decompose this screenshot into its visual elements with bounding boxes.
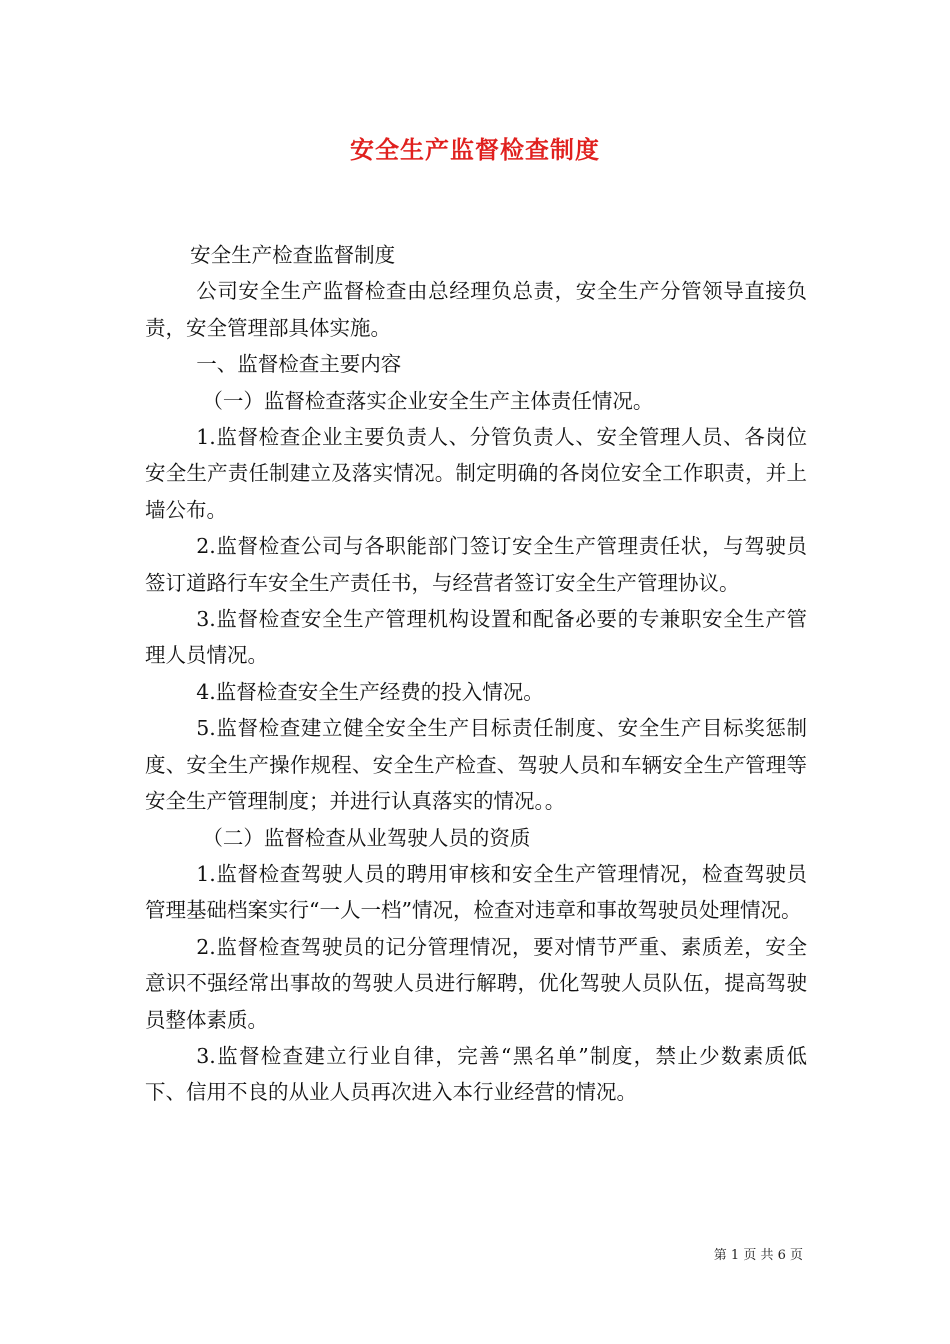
subsection-heading: （二）监督检查从业驾驶人员的资质 — [202, 825, 531, 850]
section-heading: 一、监督检查主要内容 — [196, 352, 402, 377]
list-item: 5.监督检查建立健全安全生产目标责任制度、安全生产目标奖惩制度、安全生产操作规程、安全生产检查、驾驶人员和车辆安全生产管理等安全生产管理制度；并进行认真落实的情况。。 — [145, 716, 807, 814]
list-item: 2.监督检查公司与各职能部门签订安全生产管理责任状，与驾驶员签订道路行车安全生产责任书，与经营者签订安全生产管理协议。 — [145, 534, 807, 595]
subsection-heading: （一）监督检查落实企业安全生产主体责任情况。 — [202, 388, 654, 413]
document-body — [145, 237, 807, 1111]
list-item: 3.监督检查安全生产管理机构设置和配备必要的专兼职安全生产管理人员情况。 — [145, 607, 807, 668]
intro-paragraph: 公司安全生产监督检查由总经理负总责，安全生产分管领导直接负责，安全管理部具体实施。 — [145, 279, 807, 340]
list-item: 4.监督检查安全生产经费的投入情况。 — [196, 679, 544, 704]
list-item: 3.监督检查建立行业自律，完善“黑名单”制度，禁止少数素质低下、信用不良的从业人员再次进入本行业经营的情况。 — [145, 1043, 807, 1105]
page-number: 第 1 页 共 6 页 — [713, 1248, 803, 1263]
list-item: 1.监督检查企业主要负责人、分管负责人、安全管理人员、各岗位安全生产责任制建立及落实情况。制定明确的各岗位安全工作职责，并上墙公布。 — [145, 425, 807, 522]
list-item: 2.监督检查驾驶员的记分管理情况，要对情节严重、素质差，安全意识不强经常出事故的驾驶人员进行解聘，优化驾驶人员队伍，提高驾驶员整体素质。 — [145, 934, 807, 1032]
document-title: 安全生产监督检查制度 — [350, 135, 600, 164]
list-item: 1.监督检查驾驶人员的聘用审核和安全生产管理情况，检查驾驶员管理基础档案实行“一人一档”情况，检查对违章和事故驾驶员处理情况。 — [145, 861, 807, 923]
document-subtitle: 安全生产检查监督制度 — [190, 243, 396, 267]
